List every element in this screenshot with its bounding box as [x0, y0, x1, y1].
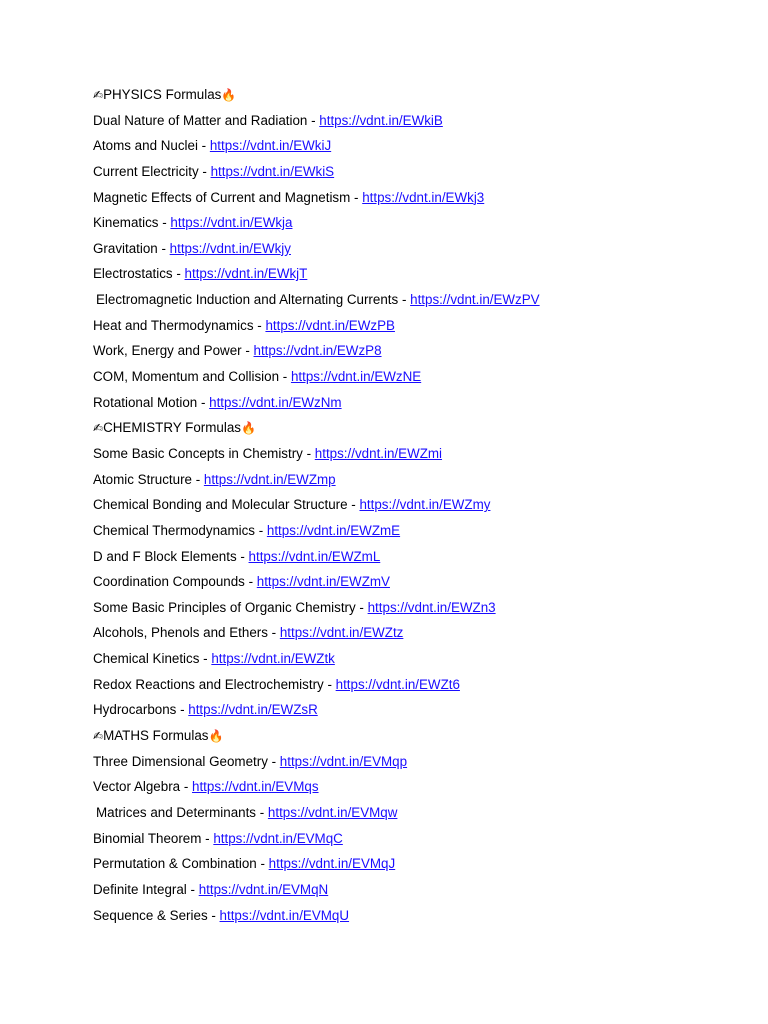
formula-link[interactable]: https://vdnt.in/EWZtz — [279, 625, 404, 641]
topic-label: Redox Reactions and Electrochemistry — [93, 676, 324, 692]
formula-list-item — [93, 544, 733, 570]
topic-label: Current Electricity — [93, 163, 199, 179]
formula-link[interactable]: https://vdnt.in/EWZmy — [359, 497, 491, 513]
formula-list-item — [93, 108, 733, 134]
separator: - — [323, 676, 336, 692]
formula-list-item — [93, 851, 733, 877]
separator: - — [241, 343, 254, 359]
formula-link[interactable]: https://vdnt.in/EWzP8 — [253, 343, 382, 359]
topic-label: Atomic Structure — [93, 471, 192, 487]
separator: - — [197, 394, 210, 410]
formula-list-item — [93, 261, 733, 287]
formula-list-item — [93, 467, 733, 493]
separator: - — [236, 548, 249, 564]
separator: - — [355, 599, 368, 615]
formula-link[interactable]: https://vdnt.in/EWZmp — [203, 471, 336, 487]
separator: - — [198, 163, 211, 179]
formula-list-item — [93, 672, 733, 698]
topic-label: Atoms and Nuclei — [93, 138, 198, 154]
topic-label: Kinematics — [93, 215, 159, 231]
topic-label: Coordination Compounds — [93, 574, 245, 590]
topic-label: Chemical Thermodynamics — [93, 522, 255, 538]
separator: - — [267, 625, 280, 641]
topic-label: Electromagnetic Induction and Alternating Currents — [96, 292, 399, 308]
section-heading — [93, 415, 733, 441]
writing-hand-icon: ✍ — [93, 88, 104, 102]
topic-label: D and F Block Elements — [93, 548, 237, 564]
section-heading-text: CHEMISTRY Formulas — [103, 420, 241, 436]
formula-link[interactable]: https://vdnt.in/EWzPV — [410, 292, 540, 308]
topic-label: Alcohols, Phenols and Ethers — [93, 625, 268, 641]
topic-label: Some Basic Principles of Organic Chemistry — [93, 599, 356, 615]
formula-list-item — [93, 133, 733, 159]
formula-link[interactable]: https://vdnt.in/EVMqC — [213, 830, 343, 846]
separator: - — [244, 574, 257, 590]
separator: - — [254, 522, 267, 538]
separator: - — [186, 881, 199, 897]
formula-list-item — [93, 749, 733, 775]
topic-label: Chemical Bonding and Molecular Structure — [93, 497, 348, 513]
formula-link[interactable]: https://vdnt.in/EVMqp — [279, 753, 408, 769]
writing-hand-icon: ✍ — [93, 729, 104, 744]
formula-list-item — [93, 364, 733, 390]
formula-list-item — [93, 313, 733, 339]
formula-link[interactable]: https://vdnt.in/EWZn3 — [367, 599, 496, 615]
formula-link[interactable]: https://vdnt.in/EVMqN — [198, 881, 329, 897]
formula-list-item — [93, 569, 733, 595]
separator: - — [207, 907, 220, 923]
topic-label: Rotational Motion — [93, 394, 198, 410]
topic-label: Matrices and Determinants — [96, 804, 257, 820]
fire-icon: 🔥 — [221, 88, 237, 102]
topic-label: Gravitation — [93, 240, 158, 256]
separator: - — [253, 317, 266, 333]
formula-link[interactable]: https://vdnt.in/EWZmE — [266, 522, 401, 538]
formula-list-item — [93, 338, 733, 364]
formula-link[interactable]: https://vdnt.in/EVMqw — [267, 804, 398, 820]
topic-label: Some Basic Concepts in Chemistry — [93, 445, 303, 461]
topic-label: Binomial Theorem — [93, 830, 202, 846]
formula-list-item — [93, 390, 733, 416]
fire-icon: 🔥 — [240, 421, 256, 436]
topic-label: COM, Momentum and Collision — [93, 369, 280, 385]
document-page — [93, 82, 733, 928]
formula-list-item — [93, 877, 733, 903]
formula-list-item — [93, 800, 733, 826]
formula-link[interactable]: https://vdnt.in/EWZsR — [188, 702, 318, 718]
formula-link[interactable]: https://vdnt.in/EWkiS — [210, 163, 335, 179]
formula-link[interactable]: https://vdnt.in/EWkjT — [184, 266, 308, 282]
separator: - — [347, 497, 360, 513]
section-heading — [93, 82, 733, 108]
formula-list-item — [93, 441, 733, 467]
formula-list-item — [93, 518, 733, 544]
separator: - — [201, 830, 214, 846]
fire-icon: 🔥 — [208, 729, 224, 744]
section-heading — [93, 723, 733, 749]
formula-list-item — [93, 492, 733, 518]
writing-hand-icon: ✍ — [93, 421, 104, 436]
separator: - — [191, 471, 204, 487]
formula-link[interactable]: https://vdnt.in/EWZmi — [314, 445, 443, 461]
separator: - — [398, 292, 411, 308]
topic-label: Hydrocarbons — [93, 702, 177, 718]
separator: - — [279, 369, 291, 385]
topic-label: Vector Algebra — [93, 779, 181, 795]
topic-label: Dual Nature of Matter and Radiation — [93, 112, 308, 128]
separator: - — [350, 189, 363, 205]
separator: - — [176, 702, 189, 718]
formula-list-item — [93, 826, 733, 852]
formula-link[interactable]: https://vdnt.in/EWZmV — [256, 574, 390, 590]
separator: - — [307, 112, 320, 128]
formula-link[interactable]: https://vdnt.in/EWzPB — [265, 317, 395, 333]
topic-label: Work, Energy and Power — [93, 343, 242, 359]
formula-list-item — [93, 697, 733, 723]
formula-link[interactable]: https://vdnt.in/EWzNm — [209, 394, 342, 410]
formula-list-item — [93, 236, 733, 262]
formula-list-item — [93, 646, 733, 672]
separator: - — [197, 138, 210, 154]
separator: - — [199, 651, 212, 667]
formula-link[interactable]: https://vdnt.in/EWkiB — [319, 112, 443, 128]
section-heading-text: MATHS Formulas — [103, 728, 209, 744]
formula-link[interactable]: https://vdnt.in/EWkja — [170, 215, 293, 231]
section-heading-text: PHYSICS Formulas — [103, 87, 222, 102]
separator: - — [302, 445, 315, 461]
formula-list-item — [93, 774, 733, 800]
formula-link[interactable]: https://vdnt.in/EVMqJ — [268, 856, 396, 872]
formula-link[interactable]: https://vdnt.in/EWZtk — [211, 651, 335, 667]
topic-label: Electrostatics — [93, 266, 173, 282]
formula-list-item — [93, 159, 733, 185]
formula-link[interactable]: https://vdnt.in/EWZmL — [248, 548, 381, 564]
formula-list-item — [93, 903, 733, 929]
topic-label: Three Dimensional Geometry — [93, 753, 268, 769]
separator: - — [172, 266, 185, 282]
separator: - — [267, 753, 280, 769]
formula-link[interactable]: https://vdnt.in/EWkiJ — [209, 138, 332, 154]
topic-label: Heat and Thermodynamics — [93, 317, 254, 333]
topic-label: Sequence & Series — [93, 907, 208, 923]
formula-link[interactable]: https://vdnt.in/EVMqs — [192, 779, 319, 795]
formula-link[interactable]: https://vdnt.in/EWkjy — [169, 240, 291, 256]
formula-list-item — [93, 595, 733, 621]
formula-list-item — [93, 210, 733, 236]
separator: - — [256, 856, 269, 872]
formula-list-item — [93, 185, 733, 211]
formula-link[interactable]: https://vdnt.in/EVMqU — [219, 907, 350, 923]
topic-label: Permutation & Combination — [93, 856, 257, 872]
formula-list-item — [93, 287, 733, 313]
topic-label: Chemical Kinetics — [93, 651, 200, 667]
separator: - — [157, 240, 170, 256]
separator: - — [158, 215, 171, 231]
formula-link[interactable]: https://vdnt.in/EWkj3 — [362, 189, 485, 205]
formula-list-item — [93, 620, 733, 646]
topic-label: Definite Integral — [93, 881, 187, 897]
formula-link[interactable]: https://vdnt.in/EWZt6 — [335, 676, 460, 692]
separator: - — [256, 804, 268, 820]
separator: - — [180, 779, 193, 795]
topic-label: Magnetic Effects of Current and Magnetism — [93, 189, 351, 205]
formula-link[interactable]: https://vdnt.in/EWzNE — [290, 369, 422, 385]
